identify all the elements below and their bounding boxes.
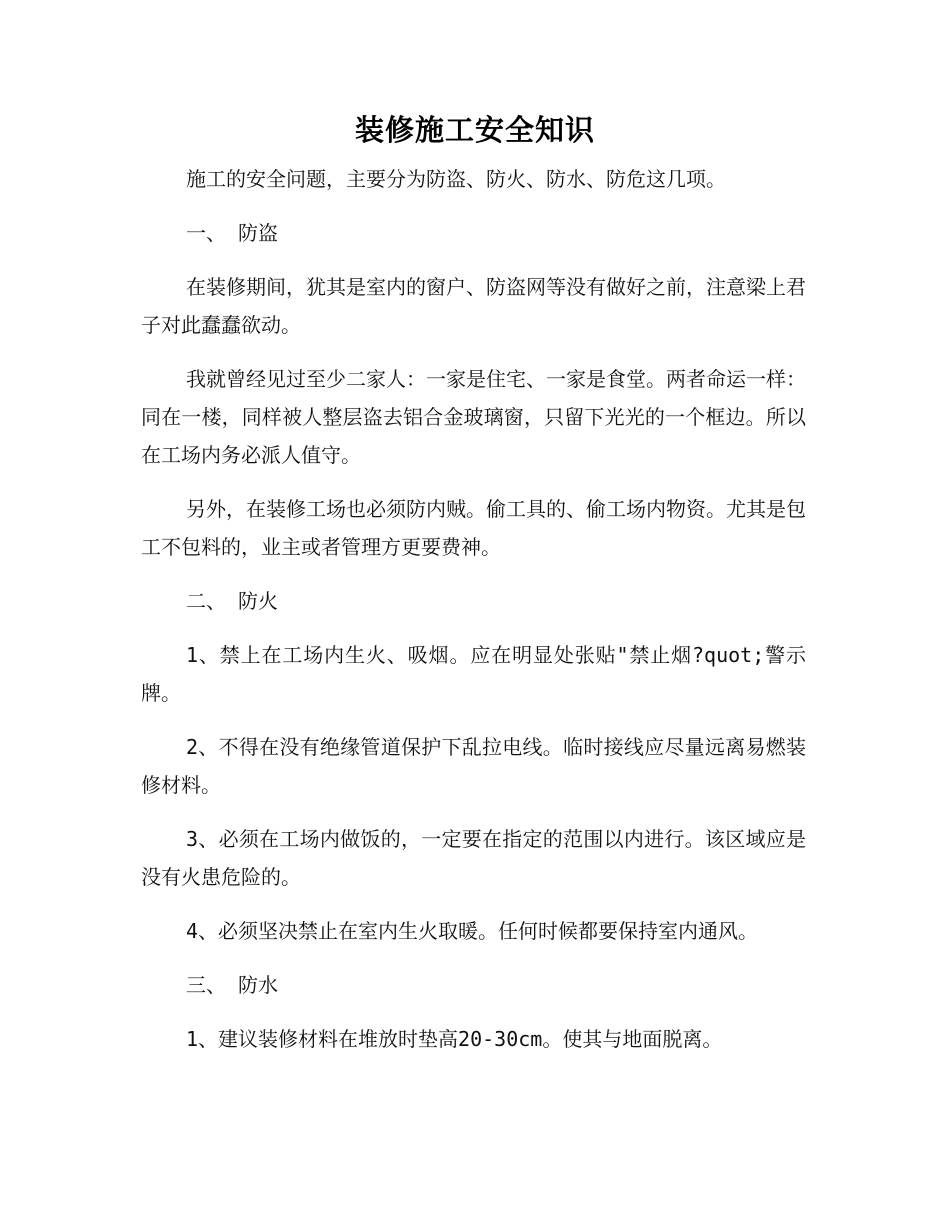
fire-item-1: 1、禁上在工场内生火、吸烟。应在明显处张贴"禁止烟?quot;警示牌。 [141,643,806,705]
intro-paragraph: 施工的安全问题，主要分为防盗、防火、防水、防危这几项。 [186,167,726,191]
theft-paragraph-3: 另外，在装修工场也必须防内贼。偷工具的、偷工场内物资。尤其是包工不包料的，业主或者管理方更要费神。 [141,497,806,559]
fire-item-4: 4、必须坚决禁止在室内生火取暖。任何时候都要保持室内通风。 [186,919,759,943]
theft-paragraph-2: 我就曾经见过至少二家人：一家是住宅、一家是食堂。两者命运一样：同在一楼，同样被人整层盗去铝合金玻璃窗，只留下光光的一个框边。所以在工场内务必派人值守。 [141,367,806,467]
section-heading-fire: 二、 防火 [186,589,279,613]
document-title: 装修施工安全知识 [354,113,595,147]
section-heading-theft: 一、 防盗 [186,221,279,245]
section-heading-water: 三、 防水 [186,973,279,997]
document-body [141,160,806,1074]
fire-item-3: 3、必须在工场内做饭的，一定要在指定的范围以内进行。该区域应是没有火患危险的。 [141,827,806,889]
fire-item-2: 2、不得在没有绝缘管道保护下乱拉电线。临时接线应尽量远离易燃装修材料。 [141,735,806,797]
theft-paragraph-1: 在装修期间，犹其是室内的窗户、防盗网等没有做好之前，注意梁上君子对此蠢蠢欲动。 [141,275,806,337]
water-item-1: 1、建议装修材料在堆放时垫高20-30cm。使其与地面脱离。 [186,1027,723,1051]
